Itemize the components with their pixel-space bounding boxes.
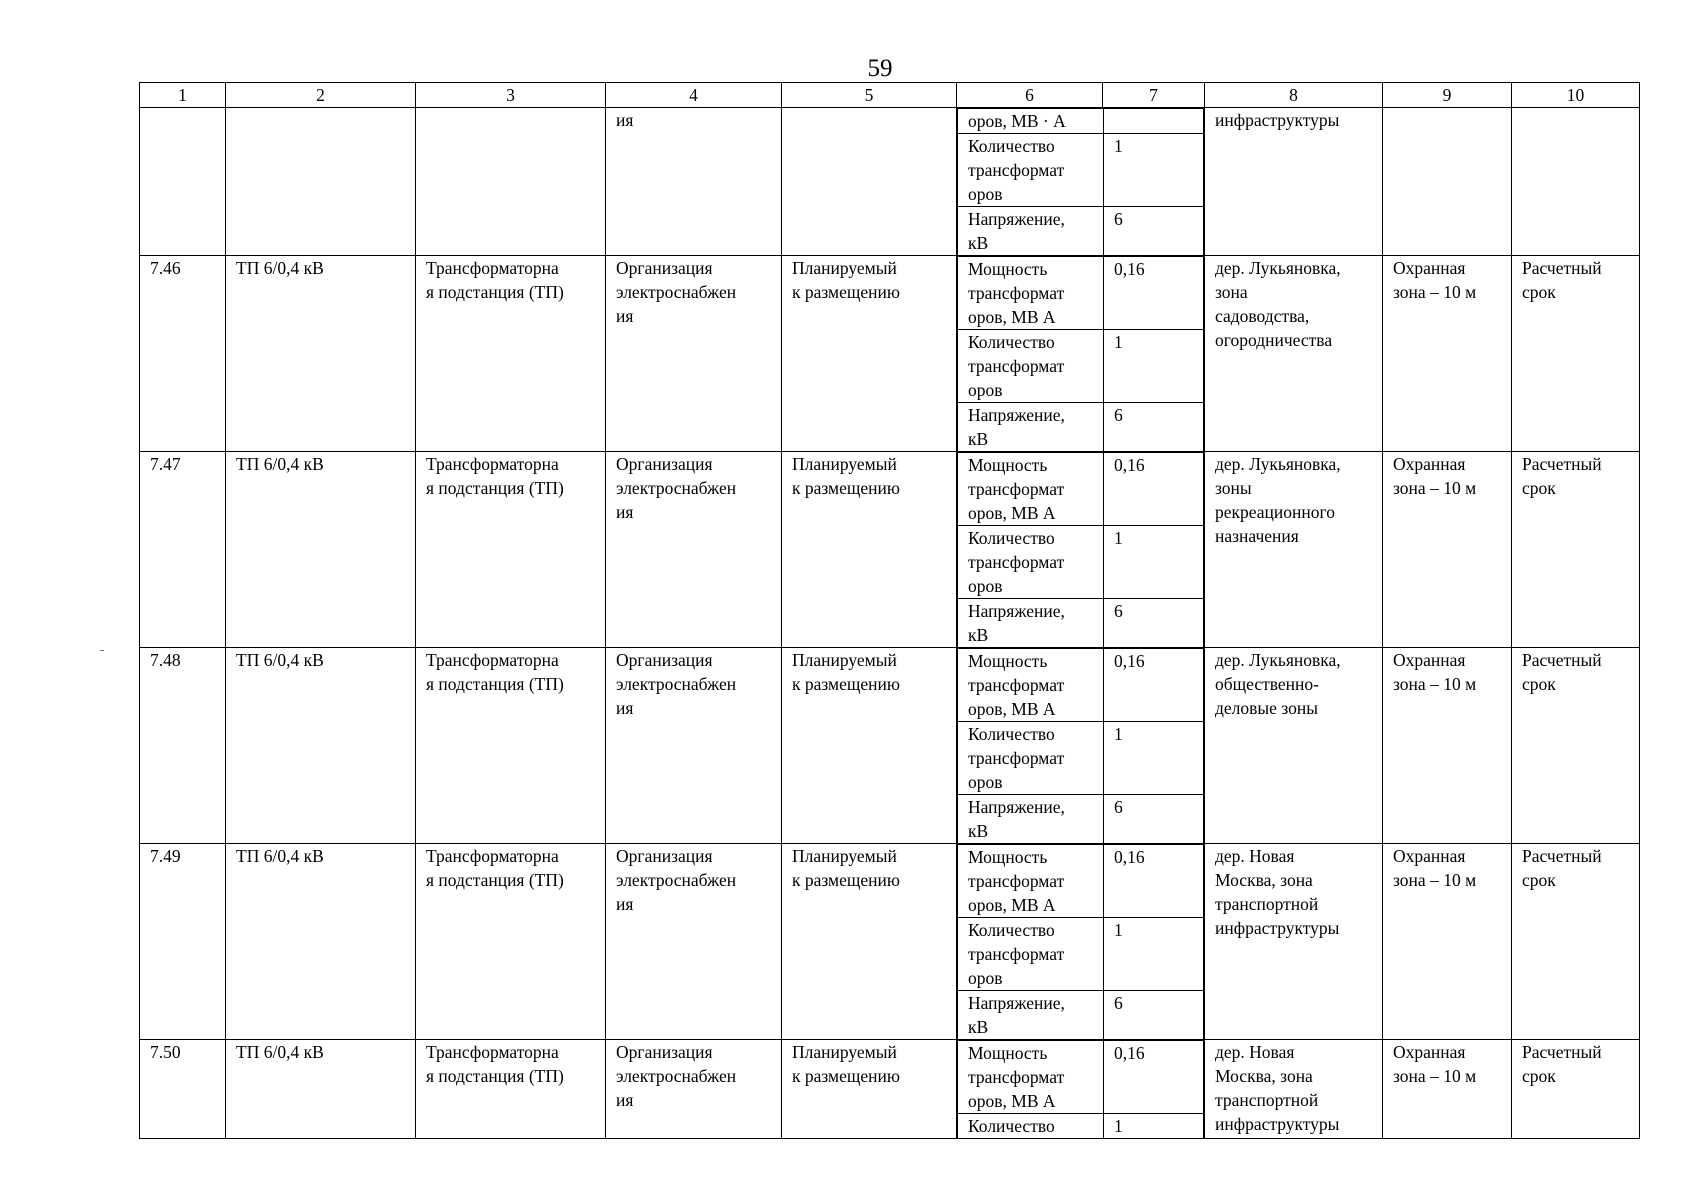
cell-number-text: 7.50	[150, 1042, 181, 1062]
parameter-name: Количество	[958, 1114, 1104, 1139]
column-number: 10	[1512, 83, 1640, 108]
parameter-row	[958, 991, 1204, 1040]
cell-status	[782, 256, 957, 452]
cell-location-text: дер. Новая Москва, зона транспортной инфраструктуры	[1215, 1042, 1340, 1134]
continuation-row	[140, 108, 1640, 256]
column-number: 6	[957, 83, 1103, 108]
column-number: 2	[226, 83, 416, 108]
parameter-row	[958, 1041, 1204, 1114]
cell-status	[782, 108, 957, 256]
parameter-value: 1	[1104, 722, 1204, 795]
parameter-name: Напряжение, кВ	[958, 991, 1104, 1040]
parameter-value: 0,16	[1104, 257, 1204, 330]
parameters-table	[957, 108, 1204, 255]
cell-location-text: инфраструктуры	[1215, 110, 1340, 130]
cell-status	[782, 452, 957, 648]
parameter-value: 0,16	[1104, 845, 1204, 918]
cell-purpose-text: Организация электроснабжен ия	[616, 846, 737, 914]
parameter-name: Количество трансформат оров	[958, 918, 1104, 991]
parameter-name: оров, МВ · А	[958, 109, 1104, 134]
column-number: 7	[1103, 83, 1205, 108]
cell-zone	[1383, 1040, 1512, 1139]
parameter-name: Мощность трансформат оров, МВ А	[958, 649, 1104, 722]
cell-type-text: Трансформаторна я подстанция (ТП)	[426, 650, 564, 694]
cell-term-text: Расчетный срок	[1522, 846, 1602, 890]
parameter-value: 1	[1104, 1114, 1204, 1139]
parameter-row	[958, 134, 1204, 207]
parameter-name: Напряжение, кВ	[958, 599, 1104, 648]
parameter-value: 1	[1104, 330, 1204, 403]
cell-status-text: Планируемый к размещению	[792, 454, 900, 498]
cell-status-text: Планируемый к размещению	[792, 1042, 900, 1086]
column-number: 1	[140, 83, 226, 108]
parameter-value: 1	[1104, 134, 1204, 207]
column-number: 4	[606, 83, 782, 108]
table-row	[140, 256, 1640, 452]
cell-name	[226, 108, 416, 256]
cell-number	[140, 256, 226, 452]
parameter-value: 0,16	[1104, 1041, 1204, 1114]
cell-location-text: дер. Лукьяновка, зона садоводства, огородничества	[1215, 258, 1341, 350]
parameter-name: Мощность трансформат оров, МВ А	[958, 1041, 1104, 1114]
column-number-row	[140, 83, 1640, 108]
cell-name	[226, 1040, 416, 1139]
parameter-row	[958, 257, 1204, 330]
cell-type	[416, 1040, 606, 1139]
cell-zone	[1383, 844, 1512, 1040]
parameter-name: Мощность трансформат оров, МВ А	[958, 845, 1104, 918]
parameter-value: 6	[1104, 599, 1204, 648]
parameter-name: Напряжение, кВ	[958, 795, 1104, 844]
cell-name-text: ТП 6/0,4 кВ	[236, 846, 324, 866]
facilities-table	[139, 82, 1640, 1139]
cell-purpose-text: Организация электроснабжен ия	[616, 258, 737, 326]
cell-type	[416, 844, 606, 1040]
cell-location-text: дер. Лукьяновка, общественно- деловые зоны	[1215, 650, 1341, 718]
parameter-name: Количество трансформат оров	[958, 526, 1104, 599]
cell-name-text: ТП 6/0,4 кВ	[236, 258, 324, 278]
parameter-name: Мощность трансформат оров, МВ А	[958, 453, 1104, 526]
cell-zone-text: Охранная зона – 10 м	[1393, 258, 1477, 302]
cell-number-text: 7.46	[150, 258, 181, 278]
parameter-value: 1	[1104, 526, 1204, 599]
cell-type	[416, 108, 606, 256]
cell-type	[416, 648, 606, 844]
parameter-value: 6	[1104, 795, 1204, 844]
parameters-cell	[957, 844, 1205, 1040]
cell-term	[1512, 844, 1640, 1040]
cell-name	[226, 256, 416, 452]
parameters-cell	[957, 452, 1205, 648]
cell-purpose	[606, 648, 782, 844]
parameter-name: Количество трансформат оров	[958, 134, 1104, 207]
page-number: 59	[867, 55, 893, 82]
cell-status-text: Планируемый к размещению	[792, 650, 900, 694]
parameter-row	[958, 403, 1204, 452]
cell-type	[416, 452, 606, 648]
parameter-name: Напряжение, кВ	[958, 403, 1104, 452]
cell-name	[226, 648, 416, 844]
parameters-cell	[957, 1040, 1205, 1139]
cell-number	[140, 1040, 226, 1139]
parameter-row	[958, 918, 1204, 991]
parameter-row	[958, 795, 1204, 844]
cell-purpose	[606, 256, 782, 452]
cell-type	[416, 256, 606, 452]
cell-number	[140, 452, 226, 648]
parameter-value: 0,16	[1104, 649, 1204, 722]
cell-term	[1512, 648, 1640, 844]
parameters-cell	[957, 108, 1205, 256]
parameter-name: Количество трансформат оров	[958, 330, 1104, 403]
cell-name-text: ТП 6/0,4 кВ	[236, 454, 324, 474]
cell-type-text: Трансформаторна я подстанция (ТП)	[426, 454, 564, 498]
cell-number	[140, 648, 226, 844]
parameters-table	[957, 452, 1204, 647]
cell-name-text: ТП 6/0,4 кВ	[236, 1042, 324, 1062]
column-number: 3	[416, 83, 606, 108]
cell-location	[1205, 648, 1383, 844]
cell-number-text: 7.48	[150, 650, 181, 670]
parameter-name: Мощность трансформат оров, МВ А	[958, 257, 1104, 330]
cell-status-text: Планируемый к размещению	[792, 846, 900, 890]
cell-purpose-text: Организация электроснабжен ия	[616, 650, 737, 718]
column-number: 5	[782, 83, 957, 108]
cell-name	[226, 844, 416, 1040]
cell-type-text: Трансформаторна я подстанция (ТП)	[426, 846, 564, 890]
parameter-row	[958, 453, 1204, 526]
cell-number	[140, 108, 226, 256]
cell-term	[1512, 108, 1640, 256]
parameter-value: 0,16	[1104, 453, 1204, 526]
parameters-table	[957, 1040, 1204, 1138]
cell-number-text: 7.49	[150, 846, 181, 866]
cell-status	[782, 1040, 957, 1139]
parameter-row	[958, 109, 1204, 134]
parameter-row	[958, 599, 1204, 648]
cell-location	[1205, 108, 1383, 256]
cell-term	[1512, 1040, 1640, 1139]
parameter-row	[958, 207, 1204, 256]
cell-location-text: дер. Новая Москва, зона транспортной инфраструктуры	[1215, 846, 1340, 938]
parameters-cell	[957, 256, 1205, 452]
cell-purpose-text: Организация электроснабжен ия	[616, 454, 737, 522]
cell-location	[1205, 256, 1383, 452]
cell-purpose	[606, 108, 782, 256]
parameter-value	[1104, 109, 1204, 134]
parameter-row	[958, 845, 1204, 918]
cell-purpose-text: Организация электроснабжен ия	[616, 1042, 737, 1110]
cell-term	[1512, 452, 1640, 648]
cell-name-text: ТП 6/0,4 кВ	[236, 650, 324, 670]
cell-purpose	[606, 1040, 782, 1139]
parameters-table	[957, 648, 1204, 843]
cell-location	[1205, 844, 1383, 1040]
column-number: 9	[1383, 83, 1512, 108]
cell-type-text: Трансформаторна я подстанция (ТП)	[426, 1042, 564, 1086]
cell-zone	[1383, 452, 1512, 648]
parameter-row	[958, 330, 1204, 403]
cell-name	[226, 452, 416, 648]
cell-zone-text: Охранная зона – 10 м	[1393, 650, 1477, 694]
cell-term-text: Расчетный срок	[1522, 1042, 1602, 1086]
cell-type-text: Трансформаторна я подстанция (ТП)	[426, 258, 564, 302]
parameter-row	[958, 526, 1204, 599]
parameter-value: 1	[1104, 918, 1204, 991]
parameter-name: Количество трансформат оров	[958, 722, 1104, 795]
table-row	[140, 1040, 1640, 1139]
cell-status-text: Планируемый к размещению	[792, 258, 900, 302]
table-row	[140, 452, 1640, 648]
parameter-row	[958, 1114, 1204, 1139]
table-row	[140, 648, 1640, 844]
cell-location	[1205, 1040, 1383, 1139]
cell-zone-text: Охранная зона – 10 м	[1393, 454, 1477, 498]
cell-status	[782, 844, 957, 1040]
cell-number-text: 7.47	[150, 454, 181, 474]
parameter-value: 6	[1104, 207, 1204, 256]
margin-mark	[100, 650, 104, 651]
cell-purpose	[606, 452, 782, 648]
cell-zone-text: Охранная зона – 10 м	[1393, 1042, 1477, 1086]
cell-location-text: дер. Лукьяновка, зоны рекреационного назначения	[1215, 454, 1341, 546]
parameter-name: Напряжение, кВ	[958, 207, 1104, 256]
cell-term	[1512, 256, 1640, 452]
cell-term-text: Расчетный срок	[1522, 650, 1602, 694]
parameter-row	[958, 722, 1204, 795]
cell-zone-text: Охранная зона – 10 м	[1393, 846, 1477, 890]
cell-zone	[1383, 108, 1512, 256]
cell-purpose	[606, 844, 782, 1040]
parameters-table	[957, 256, 1204, 451]
cell-status	[782, 648, 957, 844]
cell-term-text: Расчетный срок	[1522, 454, 1602, 498]
cell-purpose-text: ия	[616, 110, 634, 130]
parameter-row	[958, 649, 1204, 722]
table-row	[140, 844, 1640, 1040]
parameter-value: 6	[1104, 991, 1204, 1040]
parameters-cell	[957, 648, 1205, 844]
column-number: 8	[1205, 83, 1383, 108]
cell-number	[140, 844, 226, 1040]
parameters-table	[957, 844, 1204, 1039]
cell-term-text: Расчетный срок	[1522, 258, 1602, 302]
cell-zone	[1383, 648, 1512, 844]
parameter-value: 6	[1104, 403, 1204, 452]
cell-zone	[1383, 256, 1512, 452]
cell-location	[1205, 452, 1383, 648]
